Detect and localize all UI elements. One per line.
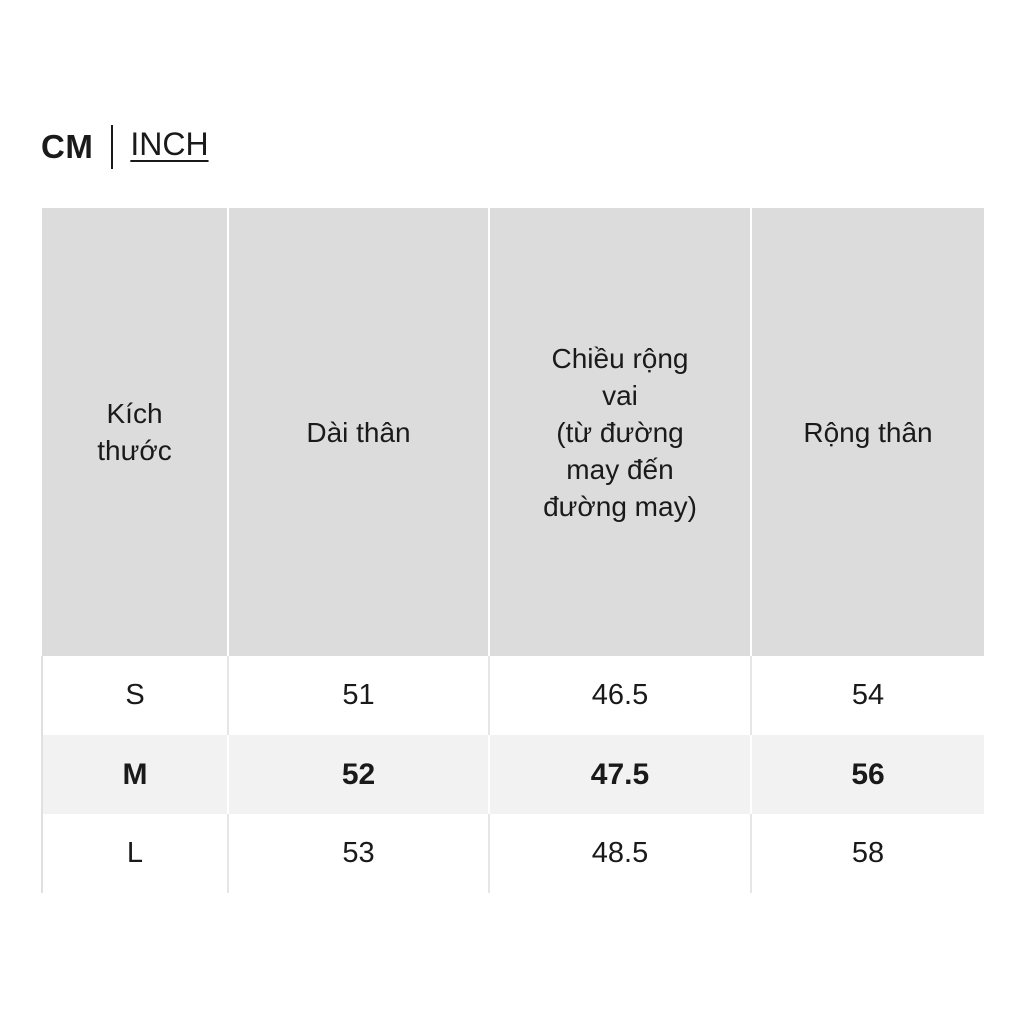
cell-body-width: 54 xyxy=(751,656,984,735)
cell-shoulder-width: 47.5 xyxy=(489,735,751,814)
table-row-m xyxy=(42,735,984,814)
cell-body-length: 51 xyxy=(228,656,489,735)
header-size: Kích thước xyxy=(42,208,228,656)
header-shoulder-width: Chiều rộng vai (từ đường may đến đường may) xyxy=(489,208,751,656)
cell-body-width: 56 xyxy=(751,735,984,814)
unit-cm-option[interactable]: CM xyxy=(41,128,94,165)
table-row-s xyxy=(42,656,984,735)
cell-size: M xyxy=(42,735,228,814)
cell-body-length: 53 xyxy=(228,814,489,893)
unit-toggle xyxy=(41,124,209,170)
table-row-l xyxy=(42,814,984,893)
header-body-length: Dài thân xyxy=(228,208,489,656)
unit-divider xyxy=(111,125,113,169)
unit-inch-link[interactable]: INCH xyxy=(130,125,209,162)
cell-shoulder-width: 46.5 xyxy=(489,656,751,735)
header-body-width: Rộng thân xyxy=(751,208,984,656)
cell-size: S xyxy=(42,656,228,735)
cell-shoulder-width: 48.5 xyxy=(489,814,751,893)
table-header-row xyxy=(42,208,984,656)
cell-body-width: 58 xyxy=(751,814,984,893)
cell-body-length: 52 xyxy=(228,735,489,814)
cell-size: L xyxy=(42,814,228,893)
size-chart-table xyxy=(41,208,984,893)
